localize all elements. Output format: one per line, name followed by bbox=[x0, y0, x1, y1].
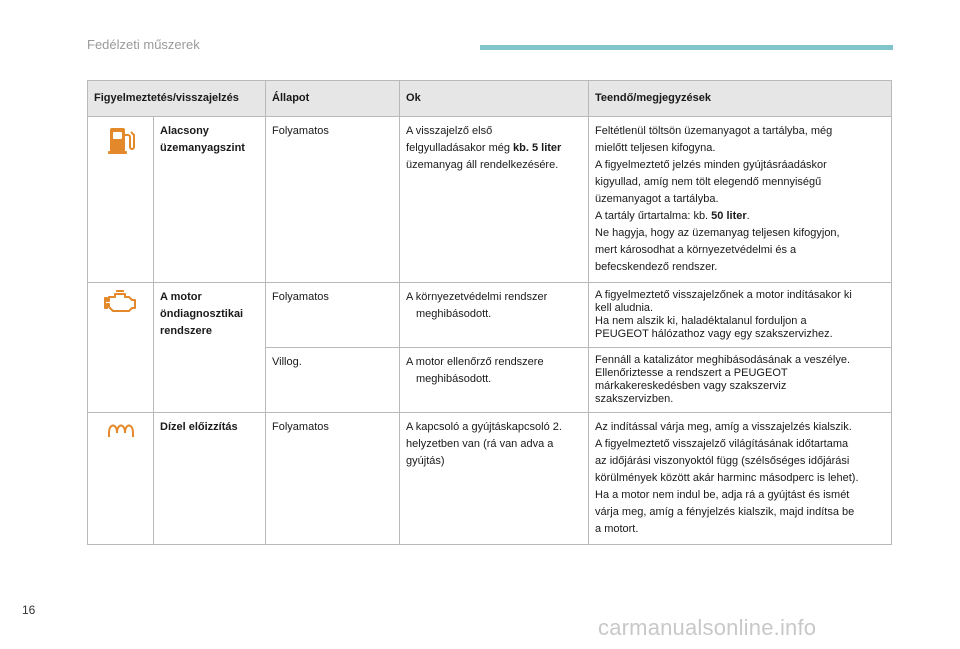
action-text: . bbox=[746, 210, 750, 222]
action-line: Az indítással várja meg, amíg a visszajelzés kialszik. bbox=[595, 421, 852, 433]
action-line: Ha a motor nem indul be, adja rá a gyújtást és ismét bbox=[595, 489, 850, 501]
action-line: Ne hagyja, hogy az üzemanyag teljesen kifogyjon, bbox=[595, 227, 840, 239]
cause-emphasis: kb. 5 liter bbox=[513, 142, 562, 154]
action-line: Fennáll a katalizátor meghibásodásának a veszélye. bbox=[595, 354, 850, 366]
action-line: mert károsodhat a környezetvédelmi és a bbox=[595, 244, 797, 256]
action-line: Ha nem alszik ki, haladéktalanul forduljon a bbox=[595, 315, 807, 327]
warning-lights-table bbox=[87, 80, 892, 545]
cause-line: A környezetvédelmi rendszer bbox=[406, 291, 548, 303]
action-line: kell aludnia. bbox=[595, 302, 654, 314]
table-header-row bbox=[88, 81, 892, 117]
action-line: körülmények között akár harminc másodperc is lehet). bbox=[595, 472, 859, 484]
action-line: várja meg, amíg a fényjelzés kialszik, majd indítsa be bbox=[595, 506, 855, 518]
action-line: márkakereskedésben vagy szakszerviz bbox=[595, 380, 787, 392]
warning-name-line: öndiagnosztikai bbox=[160, 308, 244, 320]
action-line: üzemanyagot a tartályba. bbox=[595, 193, 719, 205]
column-header-cause: Ok bbox=[400, 81, 589, 117]
cause-cell bbox=[400, 283, 589, 348]
cause-line bbox=[406, 140, 582, 157]
section-title: Fedélzeti műszerek bbox=[87, 37, 200, 52]
engine-icon bbox=[103, 289, 139, 321]
cause-line: A kapcsoló a gyújtáskapcsoló 2. bbox=[406, 421, 562, 433]
table-row-engine-diagnosis bbox=[88, 283, 892, 348]
cause-line: meghibásodott. bbox=[416, 308, 492, 320]
cause-line: A visszajelző első bbox=[406, 125, 493, 137]
cause-cell bbox=[400, 348, 589, 413]
action-line: mielőtt teljesen kifogyna. bbox=[595, 142, 716, 154]
action-line: A figyelmeztető visszajelző világításának időtartama bbox=[595, 438, 849, 450]
action-line: szakszervizben. bbox=[595, 393, 674, 405]
section-accent-bar bbox=[480, 45, 893, 50]
icon-cell bbox=[88, 413, 154, 545]
action-emphasis: 50 liter bbox=[711, 210, 747, 222]
state-cell: Villog. bbox=[266, 348, 400, 413]
action-line: befecskendező rendszer. bbox=[595, 261, 718, 273]
cause-line: helyzetben van (rá van adva a bbox=[406, 438, 554, 450]
cause-line: A motor ellenőrző rendszere bbox=[406, 356, 544, 368]
action-cell bbox=[589, 348, 892, 413]
watermark: carmanualsonline.info bbox=[598, 615, 817, 640]
cause-line: meghibásodott. bbox=[416, 373, 492, 385]
warning-name bbox=[154, 283, 266, 413]
warning-name-line: Alacsony bbox=[160, 125, 209, 137]
action-cell bbox=[589, 283, 892, 348]
glow-plug-icon bbox=[106, 419, 136, 445]
warning-name-line: rendszere bbox=[160, 325, 212, 337]
fuel-pump-icon bbox=[107, 123, 135, 163]
action-line: kigyullad, amíg nem tölt elegendő mennyiségű bbox=[595, 176, 822, 188]
cause-cell bbox=[400, 117, 589, 283]
action-cell bbox=[589, 117, 892, 283]
warning-name bbox=[154, 117, 266, 283]
action-line: PEUGEOT hálózathoz vagy egy szakszervizhez. bbox=[595, 328, 833, 340]
action-line: Ellenőriztesse a rendszert a PEUGEOT bbox=[595, 367, 788, 379]
column-header-action: Teendő/megjegyzések bbox=[589, 81, 892, 117]
warning-name-line: A motor bbox=[160, 291, 202, 303]
column-header-warning: Figyelmeztetés/visszajelzés bbox=[88, 81, 266, 117]
action-line: az időjárási viszonyoktól függ (szélsőséges időjárási bbox=[595, 455, 850, 467]
action-line bbox=[595, 208, 885, 225]
column-header-state: Állapot bbox=[266, 81, 400, 117]
cause-cell bbox=[400, 413, 589, 545]
action-line: A figyelmeztető visszajelzőnek a motor indításakor ki bbox=[595, 289, 852, 301]
warning-name: Dízel előizzítás bbox=[154, 413, 266, 545]
page-number: 16 bbox=[22, 603, 36, 617]
action-text: A tartály űrtartalma: kb. bbox=[595, 210, 712, 222]
cause-text: felgyulladásakor még bbox=[406, 142, 514, 154]
action-line: A figyelmeztető jelzés minden gyújtásráadáskor bbox=[595, 159, 827, 171]
icon-cell bbox=[88, 117, 154, 283]
table-row-diesel-preheat bbox=[88, 413, 892, 545]
action-line: a motort. bbox=[595, 523, 639, 535]
state-cell: Folyamatos bbox=[266, 283, 400, 348]
state-cell: Folyamatos bbox=[266, 413, 400, 545]
warning-name-line: üzemanyagszint bbox=[160, 142, 245, 154]
table-row-low-fuel bbox=[88, 117, 892, 283]
state-cell: Folyamatos bbox=[266, 117, 400, 283]
icon-cell bbox=[88, 283, 154, 413]
cause-line: gyújtás) bbox=[406, 455, 445, 467]
action-line: Feltétlenül töltsön üzemanyagot a tartályba, még bbox=[595, 125, 833, 137]
action-cell bbox=[589, 413, 892, 545]
cause-line: üzemanyag áll rendelkezésére. bbox=[406, 159, 559, 171]
